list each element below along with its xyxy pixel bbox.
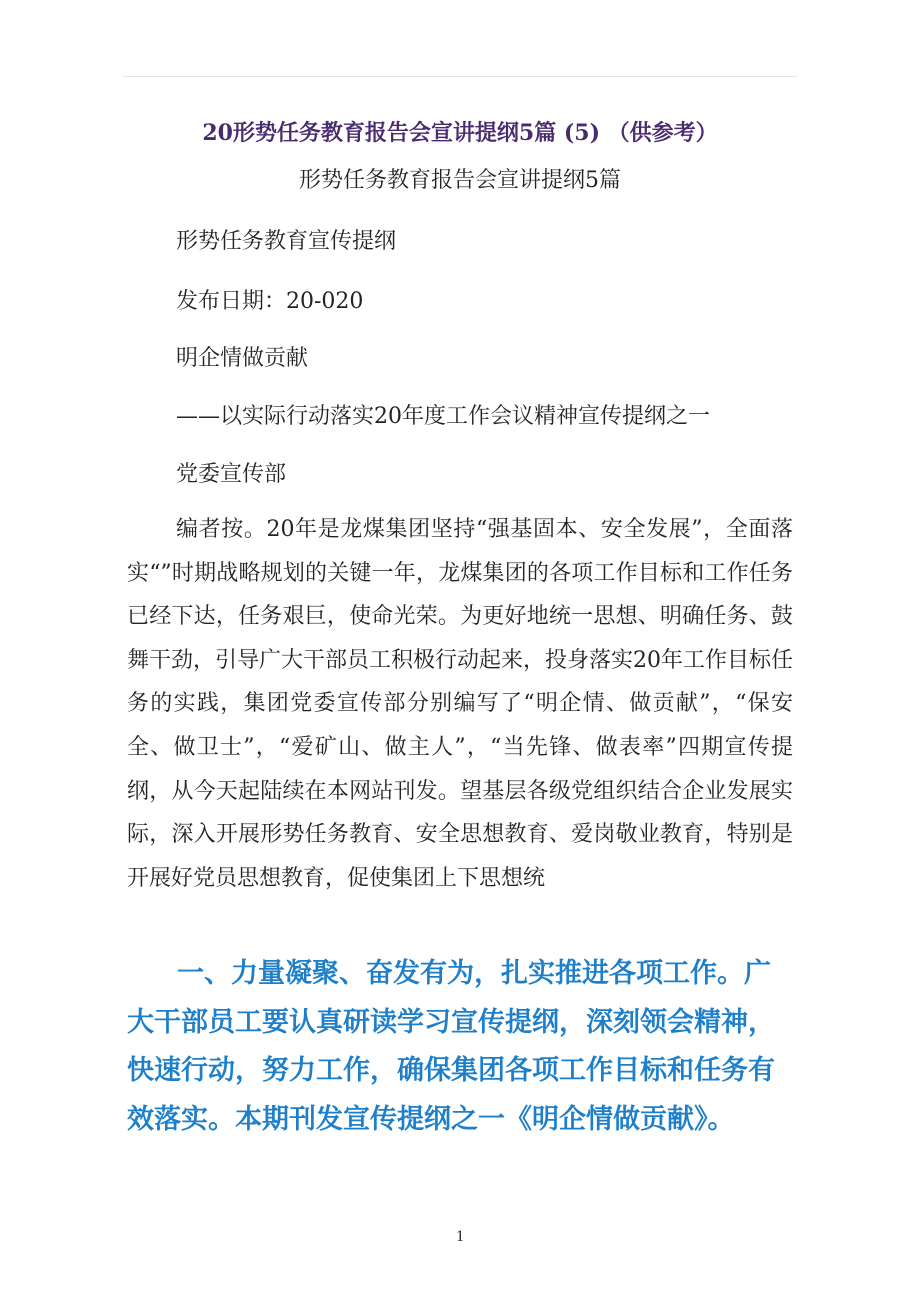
department-name: 党委宣传部 — [176, 462, 287, 487]
heading-line: 形势任务教育宣传提纲 — [176, 229, 397, 254]
article-heading: 明企情做贡献 — [176, 346, 309, 371]
document-title: 20形势任务教育报告会宣讲提纲5篇 (5) （供参考） — [202, 120, 718, 146]
section-one-paragraph: 一、力量凝聚、奋发有为，扎实推进各项工作。广大干部员工要认真研读学习宣传提纲，深刻领会精神，快速行动，努力工作，确保集团各项工作目标和任务有效落实。本期刊发宣传提纲之一《明企情做贡献》。 — [127, 958, 775, 1135]
page-number: 1 — [456, 1228, 464, 1245]
publish-date: 发布日期：20-020 — [176, 289, 364, 314]
editor-note-paragraph: 编者按。20年是龙煤集团坚持“强基固本、安全发展”，全面落实“”时期战略规划的关键一年，龙煤集团的各项工作目标和工作任务已经下达，任务艰巨，使命光荣。为更好地统一思想、明确任务、鼓舞干劲，引导广大干部员工积极行动起来，投身落实20年工作目标任务的实践，集团党委宣传部分别编写了“明企情、做贡献”，“保安全、做卫士”，“爱矿山、做主人”，“当先锋、做表率”四期宣传提纲，从今天起陆续在本网站刊发。望基层各级党组织结合企业发展实际，深入开展形势任务教育、安全思想教育、爱岗敬业教育，特别是开展好党员思想教育，促使集团上下思想统 — [127, 517, 793, 891]
document-subtitle: 形势任务教育报告会宣讲提纲5篇 — [299, 168, 621, 193]
header-rule — [123, 76, 797, 77]
article-subheading: ——以实际行动落实20年度工作会议精神宣传提纲之一 — [176, 404, 710, 429]
